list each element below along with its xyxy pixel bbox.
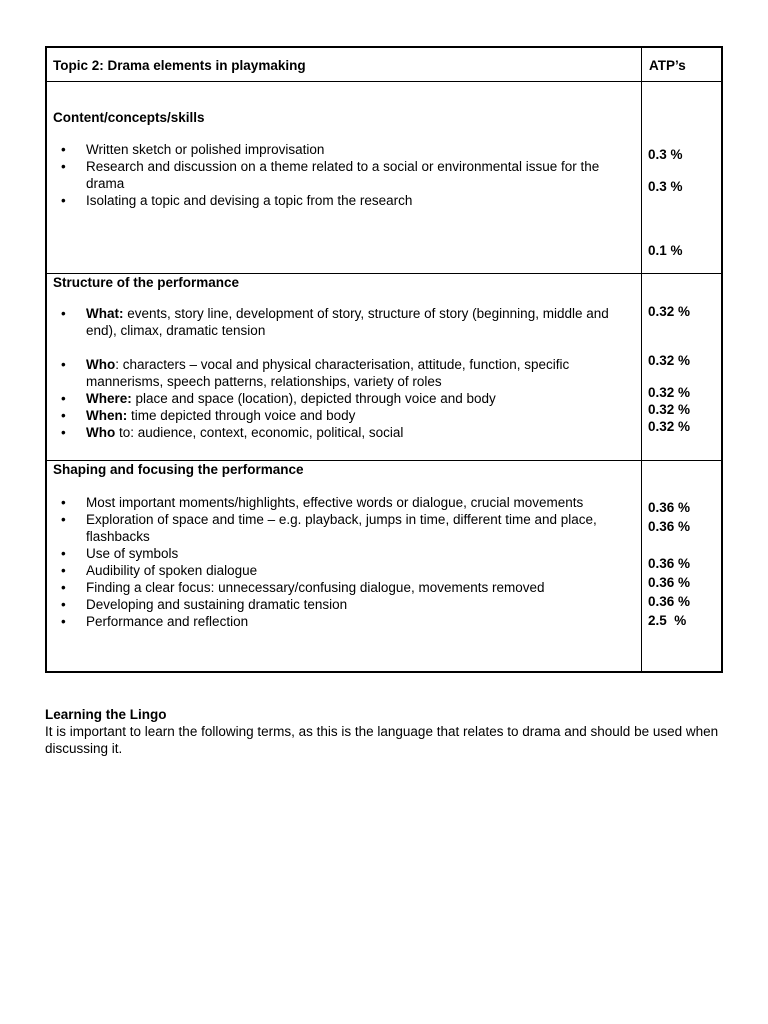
section-heading: Content/concepts/skills: [53, 110, 205, 125]
atp-value: 0.36 %: [648, 594, 691, 609]
atp-header: ATP’s: [649, 58, 686, 73]
atp-value: 0.1 %: [648, 243, 683, 258]
atp-value: 0.32 %: [648, 419, 691, 434]
atp-table: Topic 2: Drama elements in playmaking ATP’s Content/concepts/skills • Written sketch or polished improvisation • Research and discussion on a theme related to a social or environmental issue for the drama • Isolating a topic and devising a topic from the research 0.3 % 0.3 % 0.1 % Structure of the performance • What: events, story line, development of story, structure of story (beginning, middle and end), climax, dramatic tension • Who: characters – vocal and physical characterisation, attitude, function, specific mannerisms, speech patterns, relationships, variety of roles • Where: place and space (location), depicted through voice and body • When: time depicted through voice and body • Who to: audience, context, economic, political, social 0.32 % 0.32 % 0.32 % 0.32 % 0.32 % Shaping and focusing the performance • Most important moments/highlights, effective words or dialogue, crucial movements • Exploration of space and time – e.g. playback, jumps in time, different time and place, flashbacks • Use of symbols • Audibility of spoken dialogue • Finding a clear focus: unnecessary/confusing dialogue, movements removed • Developing and sustaining dramatic tension • Performance and reflection 0.36 % 0.36 % 0.36 % 0.36 % 0.36 % 2.5 %: [45, 46, 723, 673]
column-divider: [641, 48, 642, 671]
section-heading: Structure of the performance: [53, 275, 240, 290]
atp-value: 0.36 %: [648, 575, 691, 590]
section-heading: Shaping and focusing the performance: [53, 462, 304, 477]
lingo-section: [45, 706, 725, 757]
atp-value: 0.32 %: [648, 304, 691, 319]
atp-value: 0.36 %: [648, 500, 691, 515]
atp-value: 0.32 %: [648, 402, 691, 417]
topic-header: Topic 2: Drama elements in playmaking: [53, 58, 306, 73]
atp-value: 0.36 %: [648, 556, 691, 571]
atp-value: 0.32 %: [648, 385, 691, 400]
lingo-title: Learning the Lingo: [45, 707, 167, 722]
atp-value: 0.3 %: [648, 179, 683, 194]
atp-value: 0.3 %: [648, 147, 683, 162]
atp-value: 0.36 %: [648, 519, 691, 534]
atp-value: 0.32 %: [648, 353, 691, 368]
row-divider: [47, 81, 721, 82]
atp-value: 2.5 %: [648, 613, 687, 628]
lingo-body: It is important to learn the following terms, as this is the language that relates to drama and should be used when discussing it.: [45, 724, 719, 756]
